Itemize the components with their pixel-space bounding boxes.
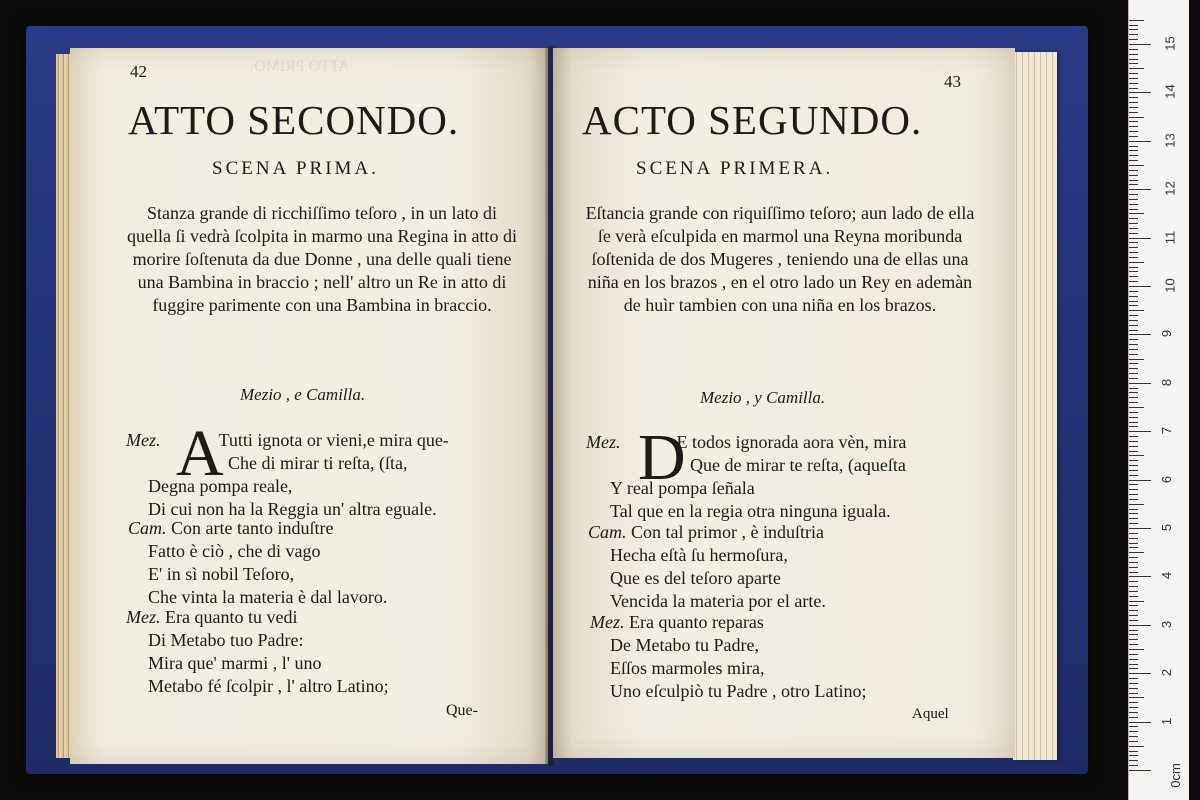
ruler-tick bbox=[1129, 620, 1138, 621]
ruler-number: 8 bbox=[1159, 378, 1175, 386]
ruler-tick bbox=[1129, 184, 1138, 185]
ruler-tick bbox=[1129, 426, 1138, 427]
ruler-tick bbox=[1129, 349, 1138, 350]
ruler-tick bbox=[1129, 513, 1138, 514]
ruler-tick bbox=[1129, 354, 1138, 355]
ruler-tick bbox=[1129, 344, 1138, 345]
ruler-tick bbox=[1129, 402, 1138, 403]
ruler-tick bbox=[1129, 238, 1151, 239]
ruler-tick bbox=[1129, 363, 1138, 364]
ruler-tick bbox=[1129, 218, 1138, 219]
ruler-tick bbox=[1129, 359, 1144, 360]
right-verse-line: Eſſos marmoles mira, bbox=[610, 658, 765, 678]
right-verse-line: Vencida la materia por el arte. bbox=[610, 591, 826, 611]
right-verse-line: Y real pompa ſeñala bbox=[610, 478, 755, 498]
left-verse-line: Metabo fé ſcolpir , l' altro Latino; bbox=[148, 676, 389, 696]
right-scene-title: SCENA PRIMERA. bbox=[636, 158, 834, 179]
ruler-number: 13 bbox=[1162, 133, 1178, 148]
ruler-tick bbox=[1129, 489, 1138, 490]
ruler-tick bbox=[1129, 286, 1151, 287]
left-page-number: 42 bbox=[130, 62, 147, 81]
ruler-number: 7 bbox=[1159, 427, 1175, 435]
ruler-tick bbox=[1129, 755, 1138, 756]
ruler-tick bbox=[1129, 591, 1138, 592]
ruler-tick bbox=[1129, 339, 1138, 340]
ruler-tick bbox=[1129, 141, 1151, 142]
ruler-tick bbox=[1129, 717, 1138, 718]
ruler-tick bbox=[1129, 436, 1138, 437]
ruler-tick bbox=[1129, 736, 1138, 737]
ruler-tick bbox=[1129, 412, 1138, 413]
ruler-tick bbox=[1129, 73, 1138, 74]
ruler-tick bbox=[1129, 746, 1144, 747]
ruler-tick bbox=[1129, 547, 1138, 548]
ruler-tick bbox=[1129, 523, 1138, 524]
ruler-tick bbox=[1129, 683, 1138, 684]
ruler-tick bbox=[1129, 639, 1138, 640]
ruler-tick bbox=[1129, 572, 1138, 573]
ruler-tick bbox=[1129, 88, 1138, 89]
ruler-tick bbox=[1129, 296, 1138, 297]
right-page-edges bbox=[1013, 52, 1057, 760]
ruler-number: 10 bbox=[1162, 278, 1178, 293]
ruler-tick bbox=[1129, 271, 1138, 272]
ruler-tick bbox=[1129, 281, 1138, 282]
ruler-tick bbox=[1129, 170, 1138, 171]
ruler-tick bbox=[1129, 54, 1138, 55]
ruler-tick bbox=[1129, 59, 1138, 60]
ruler-tick bbox=[1129, 538, 1138, 539]
ruler-tick bbox=[1129, 726, 1138, 727]
ruler-tick bbox=[1129, 731, 1138, 732]
ruler-tick bbox=[1129, 688, 1138, 689]
ruler-tick bbox=[1129, 630, 1138, 631]
ruler-tick bbox=[1129, 334, 1151, 335]
ruler-tick bbox=[1129, 543, 1138, 544]
right-verse-line: Mez. Era quanto reparas bbox=[590, 612, 764, 632]
ruler-tick bbox=[1129, 121, 1138, 122]
ruler-tick bbox=[1129, 373, 1138, 374]
ruler-tick bbox=[1129, 301, 1138, 302]
ruler-tick bbox=[1129, 155, 1138, 156]
ruler-number: 1 bbox=[1159, 717, 1175, 725]
left-scene-title: SCENA PRIMA. bbox=[212, 158, 379, 179]
ruler-number: 15 bbox=[1162, 36, 1178, 51]
ruler-tick bbox=[1129, 160, 1138, 161]
ruler-tick bbox=[1129, 97, 1138, 98]
ruler-tick bbox=[1129, 480, 1151, 481]
ruler-tick bbox=[1129, 741, 1138, 742]
ruler-tick bbox=[1129, 673, 1151, 674]
ruler-number: 9 bbox=[1159, 330, 1175, 338]
ruler-tick bbox=[1129, 291, 1138, 292]
ruler-tick bbox=[1129, 126, 1138, 127]
left-verse-line: Mez. Era quanto tu vedi bbox=[126, 607, 298, 627]
ruler-tick bbox=[1129, 252, 1138, 253]
ruler-tick bbox=[1129, 378, 1138, 379]
left-verse-line: Di Metabo tuo Padre: bbox=[148, 630, 304, 650]
ruler-tick bbox=[1129, 146, 1138, 147]
ruler-tick bbox=[1129, 557, 1138, 558]
left-drop-cap: A bbox=[176, 417, 224, 490]
ruler-tick bbox=[1129, 596, 1138, 597]
ruler-tick bbox=[1129, 484, 1138, 485]
left-verse-line: Che di mirar ti reſta, (ſta, bbox=[228, 453, 408, 473]
ruler-tick bbox=[1129, 702, 1138, 703]
ruler-tick bbox=[1129, 707, 1138, 708]
ruler-tick bbox=[1129, 92, 1151, 93]
ruler-tick bbox=[1129, 112, 1138, 113]
ruler-tick bbox=[1129, 712, 1138, 713]
ruler-tick bbox=[1129, 760, 1138, 761]
ruler-tick bbox=[1129, 213, 1144, 214]
ruler-tick bbox=[1129, 770, 1151, 771]
ruler-tick bbox=[1129, 20, 1144, 21]
ruler-tick bbox=[1129, 610, 1138, 611]
ruler-tick bbox=[1129, 78, 1138, 79]
ruler-tick bbox=[1129, 605, 1138, 606]
ruler-tick bbox=[1129, 49, 1138, 50]
ruler-tick bbox=[1129, 722, 1151, 723]
ruler-number: 6 bbox=[1159, 475, 1175, 483]
ruler-tick bbox=[1129, 504, 1144, 505]
ruler-tick bbox=[1129, 180, 1138, 181]
ruler-tick bbox=[1129, 262, 1144, 263]
ruler-number: 12 bbox=[1162, 181, 1178, 196]
ruler-tick bbox=[1129, 368, 1138, 369]
ruler-tick bbox=[1129, 697, 1144, 698]
left-characters: Mezio , e Camilla. bbox=[240, 385, 366, 404]
ruler-tick bbox=[1129, 204, 1138, 205]
ruler-tick bbox=[1129, 470, 1138, 471]
right-verse-line: Hecha eſtà ſu hermoſura, bbox=[610, 545, 788, 565]
ruler-tick bbox=[1129, 175, 1138, 176]
ruler-number: 3 bbox=[1159, 620, 1175, 628]
right-verse-line: De Metabo tu Padre, bbox=[610, 635, 759, 655]
ruler-tick bbox=[1129, 634, 1138, 635]
ruler-tick bbox=[1129, 494, 1138, 495]
ruler-tick bbox=[1129, 397, 1138, 398]
ruler-tick bbox=[1129, 315, 1138, 316]
ruler-tick bbox=[1129, 68, 1144, 69]
ruler-tick bbox=[1129, 576, 1151, 577]
ruler-tick bbox=[1129, 751, 1138, 752]
ruler-tick bbox=[1129, 407, 1144, 408]
ruler-number: 2 bbox=[1159, 669, 1175, 677]
ruler-tick bbox=[1129, 228, 1138, 229]
ruler-tick bbox=[1129, 654, 1138, 655]
ruler-tick bbox=[1129, 165, 1144, 166]
ruler-tick bbox=[1129, 83, 1138, 84]
left-verse-line: Che vinta la materia è dal lavoro. bbox=[148, 587, 388, 607]
ruler-tick bbox=[1129, 233, 1138, 234]
right-verse-line: Que de mirar te reſta, (aqueſta bbox=[690, 455, 906, 475]
ruler-tick bbox=[1129, 29, 1138, 30]
ruler-tick bbox=[1129, 446, 1138, 447]
right-catchword: Aquel bbox=[912, 706, 949, 722]
left-verse-line: Mez. Tutti ignota or vieni,e mira que- bbox=[126, 430, 449, 450]
ruler-tick bbox=[1129, 455, 1144, 456]
left-verse-line: E' in sì nobil Teſoro, bbox=[148, 564, 295, 584]
ruler-tick bbox=[1129, 417, 1138, 418]
ruler-tick bbox=[1129, 310, 1144, 311]
right-stage-direction: Eſtancia grande con riquiſſimo teſoro; aun lado de ella ſe verà eſculpida en marmol una Reyna moribunda ſoſtenida de dos Mugeres , teniendo una de ellas una niña en los brazos , en el otro lado un Rey en ademàn de huìr tambien con una niña en los brazos. bbox=[585, 203, 975, 315]
ruler-tick bbox=[1129, 388, 1138, 389]
ruler-tick bbox=[1129, 223, 1138, 224]
ruler-tick bbox=[1129, 102, 1138, 103]
ruler-tick bbox=[1129, 509, 1138, 510]
ruler-number: 5 bbox=[1159, 523, 1175, 532]
left-catchword: Que- bbox=[446, 702, 478, 719]
ruler-tick bbox=[1129, 305, 1138, 306]
right-verse-line: Tal que en la regia otra ninguna iguala. bbox=[610, 501, 891, 521]
ruler-tick bbox=[1129, 107, 1138, 108]
ruler-tick bbox=[1129, 552, 1144, 553]
ruler-number: 14 bbox=[1162, 84, 1178, 100]
ruler-tick bbox=[1129, 150, 1138, 151]
ruler-tick bbox=[1129, 276, 1138, 277]
ruler-tick bbox=[1129, 194, 1138, 195]
ruler-tick bbox=[1129, 257, 1138, 258]
ruler-tick bbox=[1129, 209, 1138, 210]
ruler-tick bbox=[1129, 383, 1151, 384]
ruler-tick bbox=[1129, 325, 1138, 326]
right-act-heading: ACTO SEGUNDO. bbox=[582, 97, 923, 143]
ruler-tick bbox=[1129, 242, 1138, 243]
ruler-tick bbox=[1129, 659, 1138, 660]
right-page-number: 43 bbox=[944, 72, 961, 91]
ruler-tick bbox=[1129, 765, 1138, 766]
ruler-tick bbox=[1129, 267, 1138, 268]
left-verse-line: Cam. Con arte tanto induſtre bbox=[128, 518, 334, 538]
left-verse-line: Di cui non ha la Reggia un' altra eguale. bbox=[148, 499, 437, 519]
ruler-tick bbox=[1129, 581, 1138, 582]
ruler-unit-label: 0cm bbox=[1167, 763, 1183, 788]
left-verse-line: Mira que' marmi , l' uno bbox=[148, 653, 322, 673]
left-stage-direction: Stanza grande di ricchiſſimo teſoro , in un lato di quella ſi vedrà ſcolpita in marmo una Regina in atto di morire ſoſtenuta da due Donne , una delle quali tiene una Bambina in braccio ; nell' altro un Re in atto di fuggire parimente con una Bambina in braccio. bbox=[127, 203, 517, 315]
ruler-number: 11 bbox=[1162, 230, 1178, 244]
right-drop-cap: D bbox=[638, 421, 686, 494]
ruler-tick bbox=[1129, 615, 1138, 616]
ruler-tick bbox=[1129, 431, 1151, 432]
ruler-tick bbox=[1129, 668, 1138, 669]
left-act-heading: ATTO SECONDO. bbox=[128, 97, 460, 143]
ruler-tick bbox=[1129, 518, 1138, 519]
ruler-tick bbox=[1129, 422, 1138, 423]
ruler-tick bbox=[1129, 136, 1138, 137]
right-verse-line: Que es del teſoro aparte bbox=[610, 568, 781, 588]
ruler-tick bbox=[1129, 441, 1138, 442]
ruler-tick bbox=[1129, 601, 1144, 602]
ruler-tick bbox=[1129, 586, 1138, 587]
right-verse-line: Cam. Con tal primor , è induſtria bbox=[588, 522, 824, 542]
ruler-tick bbox=[1129, 131, 1138, 132]
ruler-tick bbox=[1129, 247, 1138, 248]
ruler-tick bbox=[1129, 392, 1138, 393]
ruler-tick bbox=[1129, 63, 1138, 64]
ruler-tick bbox=[1129, 649, 1144, 650]
right-characters: Mezio , y Camilla. bbox=[700, 388, 826, 407]
ruler-tick bbox=[1129, 117, 1144, 118]
ruler-tick bbox=[1129, 533, 1138, 534]
ruler-tick bbox=[1129, 664, 1138, 665]
ruler-tick bbox=[1129, 34, 1138, 35]
ruler-tick bbox=[1129, 625, 1151, 626]
ruler-tick bbox=[1129, 567, 1138, 568]
ruler-number: 4 bbox=[1159, 572, 1175, 580]
ruler-tick bbox=[1129, 693, 1138, 694]
left-verse-line: Fatto è ciò , che di vago bbox=[148, 541, 321, 561]
ruler-tick bbox=[1129, 25, 1138, 26]
ruler-tick bbox=[1129, 678, 1138, 679]
ruler-tick bbox=[1129, 44, 1151, 45]
bleed-through-text: ATTO PRIMO. bbox=[250, 58, 350, 75]
ruler-tick bbox=[1129, 330, 1138, 331]
measuring-ruler bbox=[1128, 0, 1189, 800]
ruler-tick bbox=[1129, 528, 1151, 529]
left-verse-line: Degna pompa reale, bbox=[148, 476, 293, 496]
ruler-tick bbox=[1129, 320, 1138, 321]
ruler-tick bbox=[1129, 499, 1138, 500]
ruler-tick bbox=[1129, 475, 1138, 476]
ruler-tick bbox=[1129, 465, 1138, 466]
ruler-tick bbox=[1129, 199, 1138, 200]
right-verse-line: Uno eſculpiò tu Padre , otro Latino; bbox=[610, 681, 867, 701]
right-verse-line: Mez. E todos ignorada aora vèn, mira bbox=[586, 432, 907, 452]
ruler-tick bbox=[1129, 644, 1138, 645]
ruler-tick bbox=[1129, 39, 1138, 40]
ruler-tick bbox=[1129, 189, 1151, 190]
ruler-tick bbox=[1129, 460, 1138, 461]
ruler-tick bbox=[1129, 562, 1138, 563]
ruler-tick bbox=[1129, 451, 1138, 452]
